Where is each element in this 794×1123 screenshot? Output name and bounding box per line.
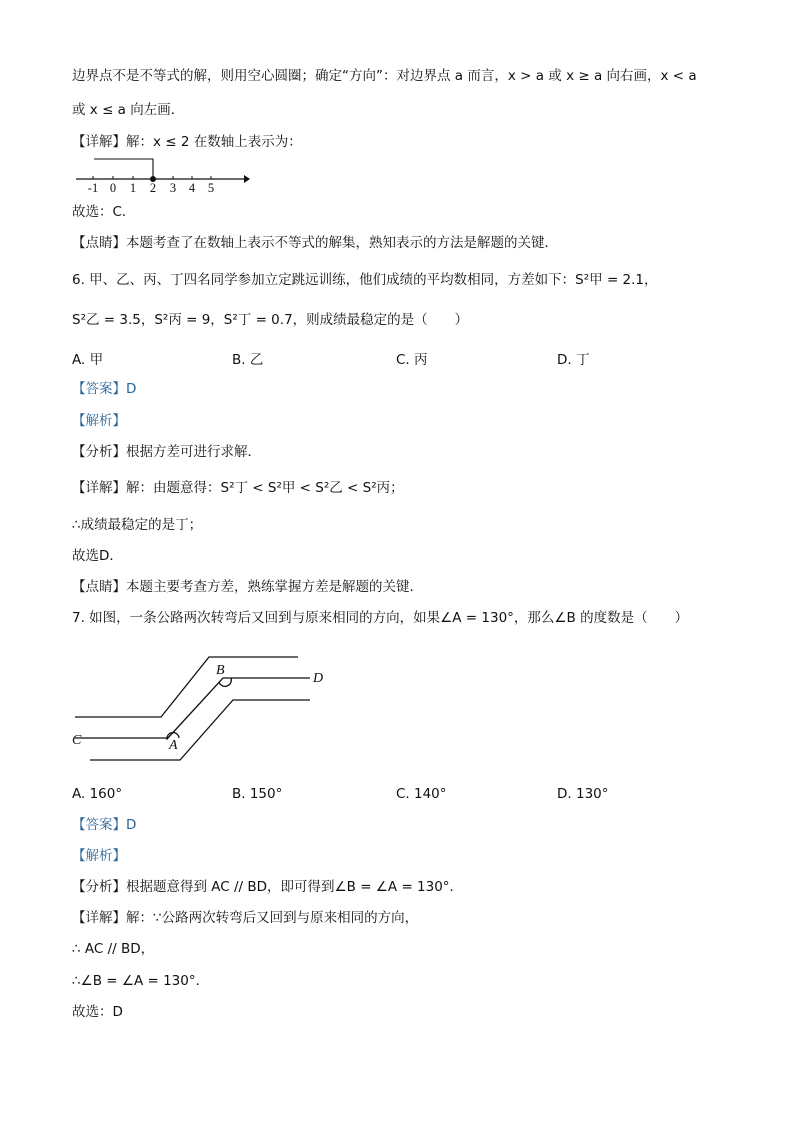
text-line: 故选：C． — [72, 204, 136, 220]
number-line-figure — [72, 152, 252, 194]
option-b: B. 乙 — [232, 352, 264, 368]
option-a: A. 甲 — [72, 352, 104, 368]
text-line: 【分析】根据题意得到 AC // BD，即可得到∠B = ∠A = 130°． — [72, 879, 464, 895]
text-line: 故选D． — [72, 548, 123, 564]
text-line: 【点睛】本题主要考查方差，熟练掌握方差是解题的关键． — [72, 579, 423, 595]
text-line: ∴∠B = ∠A = 130°． — [72, 973, 210, 989]
answer-label: 【答案】D — [72, 381, 137, 397]
tick-label: 2 — [149, 181, 157, 194]
text-line: 边界点不是不等式的解，则用空心圆圈；确定“方向”：对边界点 a 而言，x > a 或 x ≥ a 向右画，x < a — [72, 68, 697, 84]
text-line: 或 x ≤ a 向左画． — [72, 102, 185, 118]
tick-label: 3 — [169, 181, 177, 194]
question-6-stem: 6. 甲、乙、丙、丁四名同学参加立定跳远训练，他们成绩的平均数相同，方差如下：S²甲 = 2.1， — [72, 272, 658, 288]
text-line: ∴成绩最稳定的是丁； — [72, 517, 203, 533]
answer-label: 【答案】D — [72, 817, 137, 833]
tick-label: -1 — [87, 181, 99, 194]
text-line: 故选：D — [72, 1004, 123, 1020]
option-d: D. 丁 — [557, 352, 590, 368]
option-d: D. 130° — [557, 786, 609, 802]
tick-label: 0 — [109, 181, 117, 194]
question-7-stem: 7. 如图，一条公路两次转弯后又回到与原来相同的方向，如果∠A = 130°，那么∠B 的度数是（ ） — [72, 610, 689, 626]
text-line: 【分析】根据方差可进行求解． — [72, 444, 261, 460]
question-6-stem: S²乙 = 3.5，S²丙 = 9，S²丁 = 0.7，则成绩最稳定的是（ ） — [72, 312, 469, 328]
text-line: 【详解】解：x ≤ 2 在数轴上表示为： — [72, 134, 302, 150]
tick-label: 5 — [207, 181, 215, 194]
label-d: D — [313, 671, 324, 686]
road-figure — [70, 650, 340, 765]
option-c: C. 140° — [396, 786, 447, 802]
text-line: 【详解】解：由题意得：S²丁 < S²甲 < S²乙 < S²丙； — [72, 480, 404, 496]
analysis-label: 【解析】 — [72, 848, 126, 864]
option-a: A. 160° — [72, 786, 123, 802]
label-c: C — [72, 733, 82, 748]
tick-label: 1 — [129, 181, 137, 194]
label-b: B — [216, 663, 225, 678]
text-line: 【点睛】本题考查了在数轴上表示不等式的解集，熟知表示的方法是解题的关键． — [72, 235, 558, 251]
option-c: C. 丙 — [396, 352, 428, 368]
label-a: A — [169, 738, 178, 753]
text-line: 【详解】解：∵公路两次转弯后又回到与原来相同的方向， — [72, 910, 419, 926]
option-b: B. 150° — [232, 786, 283, 802]
analysis-label: 【解析】 — [72, 413, 126, 429]
tick-label: 4 — [188, 181, 196, 194]
text-line: ∴ AC // BD， — [72, 941, 155, 957]
